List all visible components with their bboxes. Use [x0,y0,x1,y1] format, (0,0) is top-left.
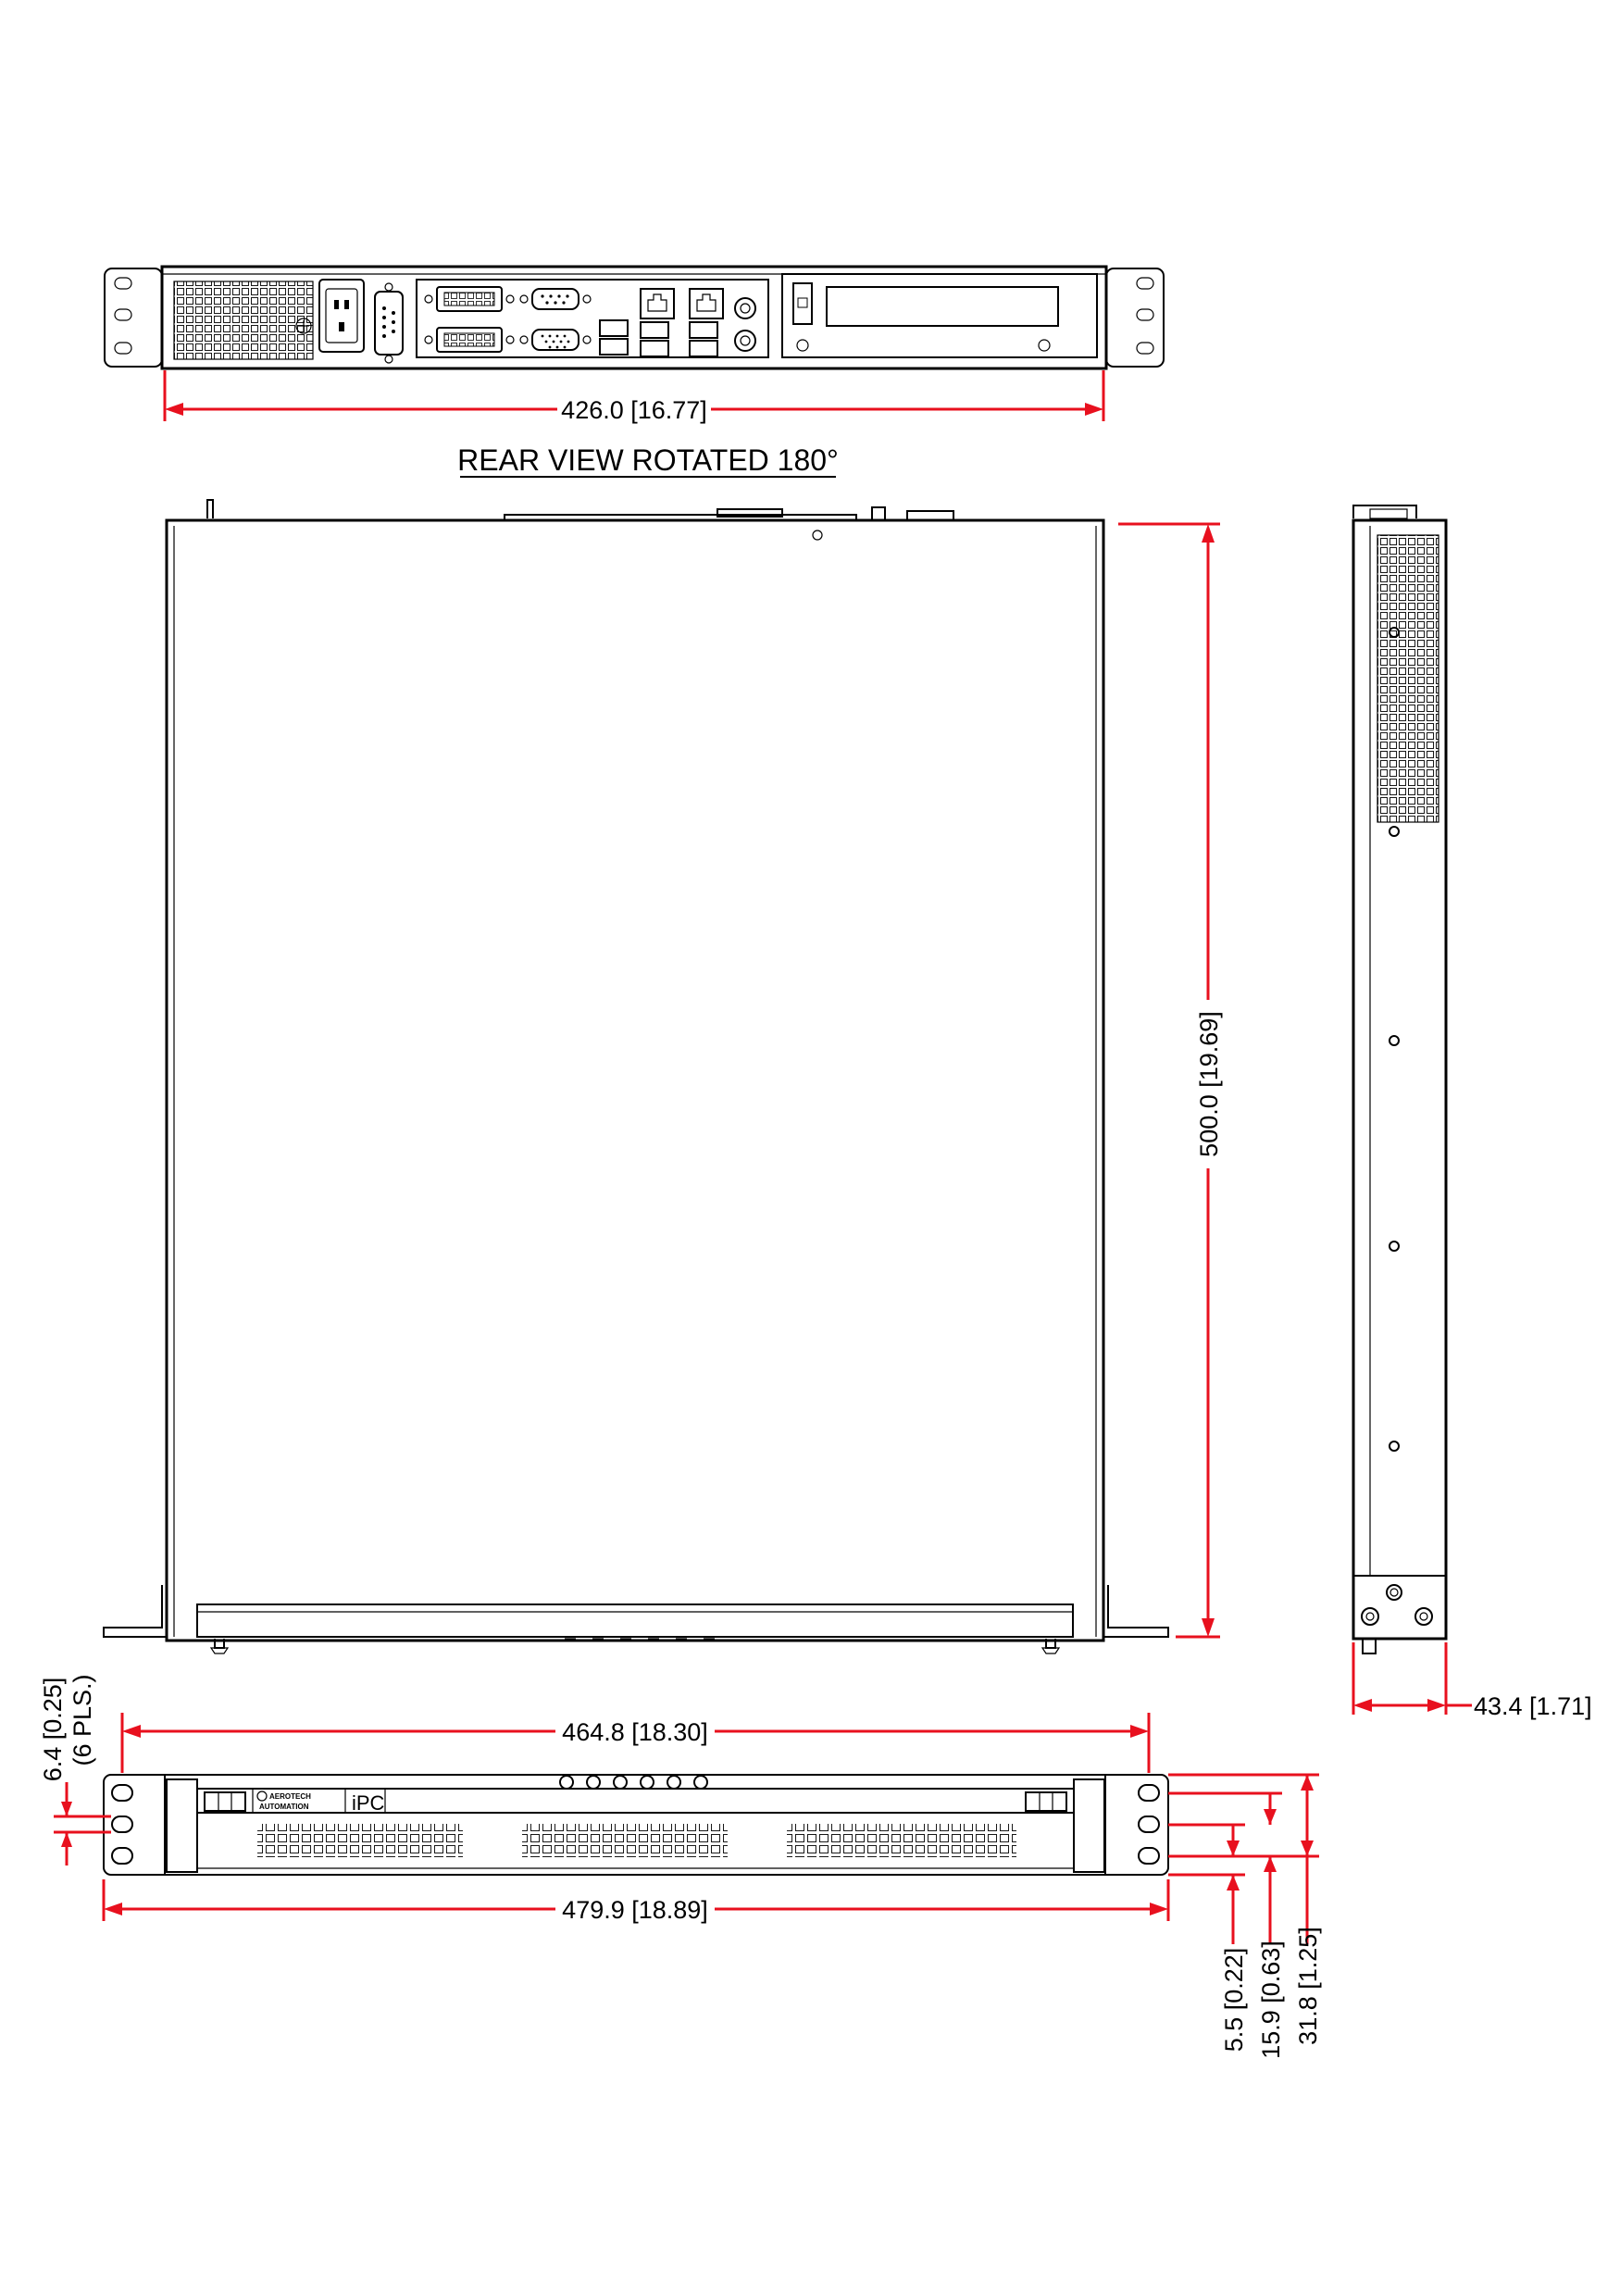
led-5 [667,1776,680,1789]
front-vent-center [522,1824,728,1857]
rear-width-label: 426.0 [16.77] [561,396,707,424]
hole-v2-label: 15.9 [0.63] [1257,1940,1285,2059]
front-view [104,1775,1168,1875]
hole-spacing-dimensions [1168,1775,1322,2059]
led-6 [694,1776,707,1789]
overall-width-dimension [104,1879,1168,1924]
hole-diameter-dimension [39,1674,111,1866]
depth-dimension [1118,524,1223,1637]
led-1 [560,1776,573,1789]
left-handle [167,1779,197,1872]
depth-label: 500.0 [19.69] [1195,1011,1223,1157]
front-label-strip [197,1789,1074,1813]
rear-view-title: REAR VIEW ROTATED 180° [457,443,839,477]
body-width-label: 464.8 [18.30] [562,1718,708,1746]
overall-width-label: 479.9 [18.89] [562,1896,708,1924]
front-vent-left [257,1824,463,1857]
led-2 [587,1776,600,1789]
body-width-dimension [122,1713,1149,1773]
aerotech-logo-icon [257,1791,267,1801]
left-badge [205,1792,245,1811]
logo-line2: AUTOMATION [259,1803,309,1811]
top-left-ear [104,1585,167,1637]
led-3 [614,1776,627,1789]
height-dimension [1353,1642,1592,1720]
top-cover [167,520,1103,1641]
led-4 [641,1776,654,1789]
right-handle [1074,1779,1104,1872]
side-view [1353,505,1446,1653]
top-view [104,500,1168,1653]
rear-io-edge [505,515,856,520]
rear-right-ear [1106,268,1164,367]
product-label: iPC [352,1791,385,1815]
right-badge [1026,1792,1066,1811]
psu-vent [174,281,313,359]
hole-v3-label: 31.8 [1.25] [1294,1927,1322,2045]
rear-tab [207,500,213,518]
hole-dia-note: (6 PLS.) [69,1674,96,1766]
front-vent-right [787,1824,1016,1857]
rear-width-dimension [165,370,1103,424]
rear-view [105,267,1164,368]
front-leds [560,1776,707,1789]
height-label: 43.4 [1.71] [1474,1692,1592,1720]
side-vent [1377,535,1439,822]
rear-left-ear [105,268,162,367]
hole-v1-label: 5.5 [0.22] [1220,1947,1248,2053]
side-foot [1363,1639,1376,1653]
logo-line1: AEROTECH [269,1792,311,1801]
top-right-ear [1103,1585,1168,1637]
hole-dia-label: 6.4 [0.25] [39,1677,67,1782]
